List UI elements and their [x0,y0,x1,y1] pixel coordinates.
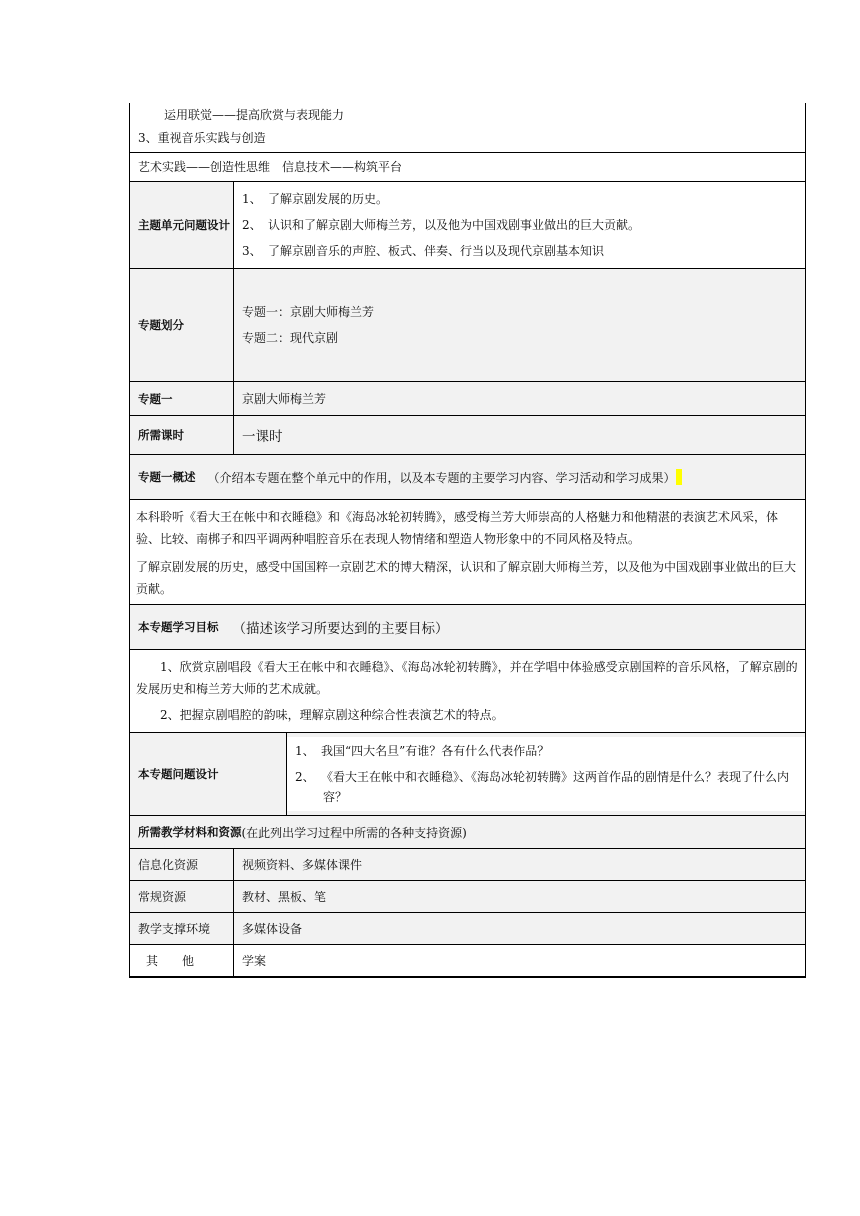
resource-value: 教材、黑板、笔 [242,890,327,904]
goal-item-2: 2、把握京剧唱腔的韵味，理解京剧这种综合性表演艺术的特点。 [160,708,504,722]
overview-body-row [130,499,805,604]
questions-row [130,732,805,815]
theme-question-item: 2、 认识和了解京剧大师梅兰芳，以及他为中国戏剧事业做出的巨大贡献。 [242,218,641,232]
question-item: 1、 我国“四大名旦”有谁？各有什么代表作品？ [295,744,550,758]
questions-cell [287,737,805,811]
intro-line-1: 运用联觉——提高欣赏与表现能力 [164,108,345,122]
topics-label: 专题划分 [130,269,234,381]
topic-item: 专题二：现代京剧 [242,331,339,345]
intro-line-3: 艺术实践——创造性思维 信息技术——构筑平台 [138,160,403,174]
hours-value: 一课时 [242,429,283,445]
theme-questions-cell [234,182,805,268]
resource-label: 信息化资源 [130,849,234,880]
resources-description: (在此列出学习过程中所需的各种支持资源) [241,825,467,840]
overview-paragraph-1: 本科聆听《看大王在帐中和衣睡稳》和《海岛冰轮初转腾》，感受梅兰芳大师崇高的人格魅力和他精湛的表演艺术风采，体验、比较、南梆子和四平调两种唱腔音乐在表现人物情绪和塑造人物形象中的不同风格及特点。 [136,510,779,546]
goals-header-row [130,604,805,649]
topics-cell [234,269,805,381]
resource-value: 学案 [242,954,267,968]
lesson-plan-table [129,103,806,978]
resource-value: 多媒体设备 [242,922,303,936]
highlight-mark [676,469,682,485]
resource-row [130,912,805,944]
overview-description: （介绍本专题在整个单元中的作用，以及本专题的主要学习内容、学习活动和学习成果） [207,470,676,485]
goals-label: 本专题学习目标 [138,620,219,634]
theme-questions-label: 主题单元问题设计 [130,182,234,268]
resource-row [130,848,805,880]
resource-row [130,944,805,977]
question-item: 2、 《看大王在帐中和衣睡稳》、《海岛冰轮初转腾》这两首作品的剧情是什么？表现了什么内容？ [295,770,790,804]
resource-value: 视频资料、多媒体课件 [242,858,363,872]
intro-line-2: 3、重视音乐实践与创造 [138,131,266,145]
resources-header-row [130,815,805,848]
resource-label: 常规资源 [130,881,234,912]
resources-label: 所需教学材料和资源 [138,825,242,839]
resource-row [130,880,805,912]
questions-label: 本专题问题设计 [130,733,287,815]
intro-row-3 [130,152,805,181]
topic-one-value: 京剧大师梅兰芳 [242,392,327,406]
topic-one-row [130,381,805,415]
goals-body-row [130,649,805,732]
topics-row [130,268,805,381]
overview-header-row [130,454,805,499]
intro-row-1 [130,103,805,127]
hours-row [130,415,805,454]
topic-item: 专题一：京剧大师梅兰芳 [242,305,375,319]
overview-label: 专题一概述 [138,470,196,484]
theme-questions-row [130,181,805,268]
goals-description: （描述该学习所要达到的主要目标） [232,621,449,637]
resource-label: 教学支撑环境 [130,913,234,944]
theme-question-item: 3、 了解京剧音乐的声腔、板式、伴奏、行当以及现代京剧基本知识 [242,244,605,258]
intro-row-2 [130,127,805,152]
resource-label: 其 他 [130,945,234,976]
theme-question-item: 1、 了解京剧发展的历史。 [242,192,389,206]
overview-paragraph-2: 了解京剧发展的历史，感受中国国粹一京剧艺术的博大精深，认识和了解京剧大师梅兰芳，以及他为中国戏剧事业做出的巨大贡献。 [136,560,797,596]
topic-one-label: 专题一 [130,382,234,415]
hours-label: 所需课时 [130,416,234,454]
goal-item-1: 1、欣赏京剧唱段《看大王在帐中和衣睡稳》、《海岛冰轮初转腾》，并在学唱中体验感受京剧国粹的音乐风格，了解京剧的发展历史和梅兰芳大师的艺术成就。 [136,660,798,696]
